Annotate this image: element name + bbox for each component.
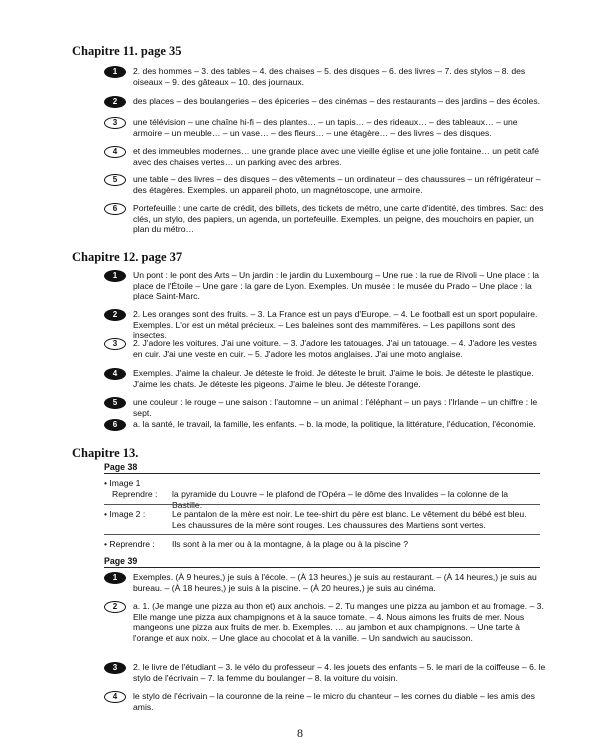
row-label: • Image 2 : <box>104 509 146 519</box>
ch13-exercise-2 <box>104 601 548 643</box>
page38-row-reprendre-2 <box>104 539 540 550</box>
exercise-answer: Exemples. (À 9 heures,) je suis à l'école. – (À 13 heures,) je suis au restaurant. – (À 14 heures,) je suis au bureau. – (À 18 heures,) je suis à la piscine. – (À 20 heures,) je suis au cinéma. <box>133 572 537 593</box>
exercise-answer: Un pont : le pont des Arts – Un jardin : le jardin du Luxembourg – Une rue : la rue de Rivoli – Une place : la place de l'Étoile – Une gare : la gare de Lyon. Exemples. Un musée : le musée du Prado – Une place : la place Saint-Marc. <box>133 270 540 302</box>
exercise-answer: a. la santé, le travail, la famille, les enfants. – b. la mode, la politique, la littérature, l'éducation, l'économie. <box>133 419 536 429</box>
ch11-exercise-4 <box>104 146 548 167</box>
ch11-exercise-1 <box>104 66 548 87</box>
exercise-number-badge: 5 <box>104 397 126 409</box>
exercise-answer: et des immeubles modernes… une grande place avec une vieille église et une jolie fontaine… un petit café avec des chaises vertes… un parking avec des arbres. <box>133 146 540 167</box>
exercise-number-badge: 4 <box>104 691 126 703</box>
exercise-number-badge: 1 <box>104 270 126 282</box>
row-divider <box>104 534 540 535</box>
row-divider <box>104 504 540 505</box>
ch12-exercise-4 <box>104 368 548 389</box>
row-label: • Image 1 <box>104 478 141 488</box>
page-number: 8 <box>297 726 303 740</box>
exercise-number-badge: 6 <box>104 203 126 215</box>
ch11-exercise-5 <box>104 174 548 195</box>
exercise-number-badge: 6 <box>104 419 126 431</box>
exercise-answer: 2. J'adore les voitures. J'ai une voiture. – 3. J'adore les tatouages. J'ai un tatouage. – 4. J'adore les vestes en cuir. J'ai une veste en cuir. – 5. J'adore les motos anglaises. J'ai une moto anglaise. <box>133 338 537 359</box>
exercise-answer: Exemples. J'aime la chaleur. Je déteste le froid. Je déteste le bruit. J'aime le bois. Je déteste le plastique. J'aime les chats. Je déteste les pigeons. J'aime le bleu. Je déteste l'orange. <box>133 368 534 389</box>
ch11-exercise-2 <box>104 96 548 108</box>
exercise-number-badge: 1 <box>104 66 126 78</box>
exercise-answer: une table – des livres – des disques – des vêtements – un ordinateur – des chaussures – un réfrigérateur – des étagères. Exemples. un appareil photo, un magnétoscope, une armoire. <box>133 174 541 195</box>
exercise-answer: 2. le livre de l'étudiant – 3. le vélo du professeur – 4. les jouets des enfants – 5. le mari de la coiffeuse – 6. le stylo de l'écrivain – 7. la femme du boulanger – 8. la voiture du voisin. <box>133 662 546 683</box>
ch12-exercise-5 <box>104 397 548 418</box>
exercise-number-badge: 1 <box>104 572 126 584</box>
page-39-label: Page 39 <box>104 556 138 566</box>
row-label: Reprendre : <box>112 489 158 499</box>
ch11-exercise-3 <box>104 117 548 138</box>
section-divider <box>104 473 540 474</box>
exercise-answer: des places – des boulangeries – des épiceries – des cinémas – des restaurants – des jardins – des écoles. <box>133 96 541 106</box>
ch12-exercise-6 <box>104 419 548 431</box>
exercise-number-badge: 4 <box>104 368 126 380</box>
exercise-number-badge: 3 <box>104 662 126 674</box>
page-38-label: Page 38 <box>104 462 138 472</box>
row-text: Ils sont à la mer ou à la montagne, à la plage ou à la piscine ? <box>172 539 408 549</box>
ch12-exercise-2 <box>104 309 548 341</box>
chapter-11-heading: Chapitre 11. page 35 <box>72 44 182 58</box>
exercise-number-badge: 2 <box>104 601 126 613</box>
exercise-number-badge: 2 <box>104 96 126 108</box>
section-divider <box>104 567 540 568</box>
ch11-exercise-6 <box>104 203 548 235</box>
exercise-answer: 2. des hommes – 3. des tables – 4. des chaises – 5. des disques – 6. des livres – 7. des stylos – 8. des oiseaux – 9. des gâteaux – 10. des journaux. <box>133 66 526 87</box>
exercise-answer: une télévision – une chaîne hi-fi – des plantes… – un tapis… – des rideaux… – des tableaux… – une armoire – un meuble… – un vase… – des fleurs… – une étagère… – des livres – des disques. <box>133 117 518 138</box>
chapter-13-heading: Chapitre 13. <box>72 446 139 460</box>
ch13-exercise-4 <box>104 691 548 712</box>
exercise-answer: 2. Les oranges sont des fruits. – 3. La France est un pays d'Europe. – 4. Le football est un sport populaire. Exemples. L'or est un métal précieux. – Les baleines sont des mammifères. – Les papillons sont des insectes. <box>133 309 538 341</box>
page38-row-image1 <box>104 478 540 489</box>
exercise-answer: Portefeuille : une carte de crédit, des billets, des tickets de métro, une carte d'identité, des timbres. Sac: des clés, un stylo, des papiers, un agenda, un portefeuille. Exemples. un peigne, des mouchoirs en papier, un plan du métro… <box>133 203 544 235</box>
row-label: • Reprendre : <box>104 539 155 549</box>
exercise-number-badge: 3 <box>104 117 126 129</box>
ch12-exercise-1 <box>104 270 548 302</box>
exercise-number-badge: 5 <box>104 174 126 186</box>
row-text: Le pantalon de la mère est noir. Le tee-shirt du père est blanc. Le vêtement du bébé est bleu. Les chaussures de la mère sont rouges. Les chaussures des Martiens sont vertes. <box>172 509 527 530</box>
exercise-answer: une couleur : le rouge – une saison : l'automne – un animal : l'éléphant – un pays : l'Irlande – un chiffre : le sept. <box>133 397 538 418</box>
exercise-answer: a. 1. (Je mange une pizza au thon et) aux anchois. – 2. Tu manges une pizza au jambon et au fromage. – 3. Elle mange une pizza aux champignons et à la sauce tomate. – 4. Nous aimons les fruits de mer. Nous mangeons une pizza aux fruits de mer. b. Exemples. … au jambon et aux champignons. – Une tarte à l'orange et aux noix. – Une glace au chocolat et à la vanille. – Un sandwich au saucisson. <box>133 601 544 643</box>
ch13-exercise-3 <box>104 662 548 683</box>
exercise-answer: le stylo de l'écrivain – la couronne de la reine – le micro du chanteur – les cornes du diable – les amis des amis. <box>133 691 535 712</box>
ch13-exercise-1 <box>104 572 548 593</box>
row-text <box>172 478 540 489</box>
exercise-number-badge: 2 <box>104 309 126 321</box>
exercise-number-badge: 4 <box>104 146 126 158</box>
chapter-12-heading: Chapitre 12. page 37 <box>72 250 183 264</box>
ch12-exercise-3 <box>104 338 548 359</box>
row-text: la pyramide du Louvre – le plafond de l'Opéra – le dôme des Invalides – la colonne de la Bastille. <box>172 489 509 510</box>
exercise-number-badge: 3 <box>104 338 126 350</box>
page38-row-reprendre-1 <box>112 489 540 510</box>
page38-row-image2 <box>104 509 540 530</box>
